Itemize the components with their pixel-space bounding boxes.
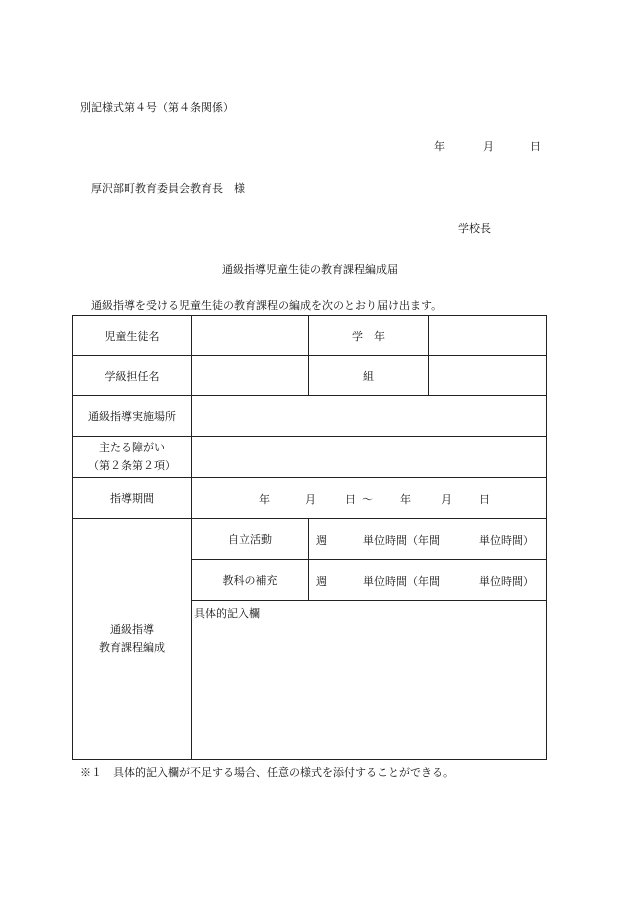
principal-label: 学校長 [458,222,491,235]
curriculum-label-line2: 教育課程編成 [99,641,165,654]
specific-entry-area[interactable] [192,601,547,760]
subject-supplement-week: 週 [316,575,327,588]
disability-label-line1: 主たる障がい [99,441,165,454]
subject-supplement-unit-close: 単位時間） [479,575,534,588]
self-activity-week: 週 [316,534,327,547]
form-reference: 別記様式第４号（第４条関係） [80,101,234,114]
intro-text: 通級指導を受ける児童生徒の教育課程の編成を次のとおり届け出ます。 [91,299,443,312]
specific-entry-label: 具体的記入欄 [194,607,260,620]
location-label: 通級指導実施場所 [73,396,192,437]
self-activity-label: 自立活動 [192,519,309,560]
subject-supplement-hours[interactable] [309,560,547,601]
period-year-end: 年 [400,493,411,506]
addressee: 厚沢部町教育委員会教育長 様 [91,182,245,195]
period-tilde: ～ [362,493,373,506]
location-field[interactable] [192,396,547,437]
disability-label [73,437,192,478]
period-day-end: 日 [479,493,490,506]
document-title: 通級指導児童生徒の教育課程編成届 [222,263,398,276]
subject-supplement-label: 教科の補充 [192,560,309,601]
period-label: 指導期間 [73,478,192,519]
subject-supplement-unit-annual: 単位時間（年間 [363,575,440,588]
self-activity-unit-close: 単位時間） [479,534,534,547]
date-day: 日 [530,140,541,153]
date-year: 年 [434,140,445,153]
period-field[interactable] [192,478,547,519]
period-day-start: 日 [345,493,356,506]
self-activity-hours[interactable] [309,519,547,560]
class-field[interactable] [429,356,547,396]
period-year-start: 年 [259,493,270,506]
student-name-label: 児童生徒名 [73,316,192,356]
homeroom-teacher-label: 学級担任名 [73,356,192,396]
class-label: 組 [309,356,429,396]
disability-label-line2: （第２条第２項） [88,459,176,472]
grade-label: 学 年 [309,316,429,356]
curriculum-label-line1: 通級指導 [110,623,154,636]
student-name-field[interactable] [192,316,309,356]
curriculum-form-table [72,315,547,760]
period-month-end: 月 [441,493,452,506]
date-month: 月 [483,140,494,153]
period-month-start: 月 [305,493,316,506]
homeroom-teacher-field[interactable] [192,356,309,396]
grade-field[interactable] [429,316,547,356]
disability-field[interactable] [192,437,547,478]
curriculum-label [73,519,192,760]
self-activity-unit-annual: 単位時間（年間 [363,534,440,547]
footnote: ※１ 具体的記入欄が不足する場合、任意の様式を添付することができる。 [80,766,454,779]
